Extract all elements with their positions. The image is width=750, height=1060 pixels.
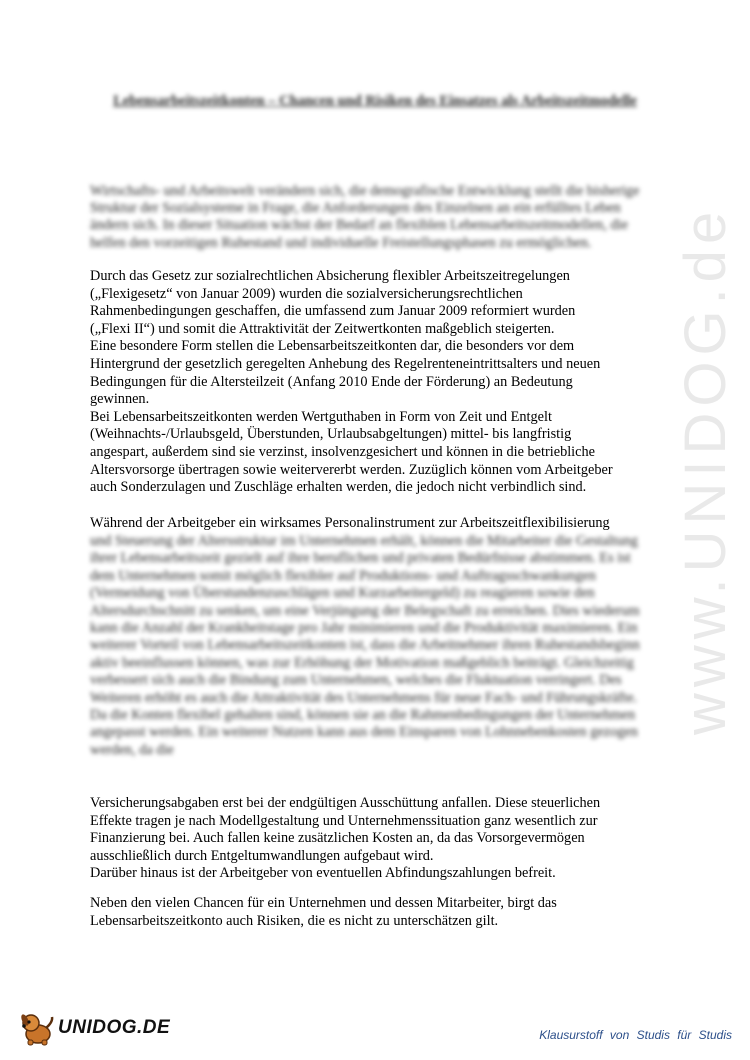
section-2-first-line: Während der Arbeitgeber ein wirksames Personalinstrument zur Arbeitszeitflexibilisierung	[90, 515, 610, 531]
text-line: Lebensarbeitszeitkonto auch Risiken, die es nicht zu unterschätzen gilt.	[90, 912, 499, 929]
text-line: Bedingungen für die Altersteilzeit (Anfang 2010 Ende der Förderung) an Bedeutung	[90, 373, 573, 390]
section-2-blurred: und Steuerung der Altersstruktur im Unternehmen erhält, können die Mitarbeiter die Gestaltung ihrer Lebensarbeitszeit gezielt auf ihre beruflichen und privaten Bedürfnisse abstimmen. Es ist dem Unternehmen somit möglich flexibler auf Produktions- und Auftragsschwankungen (Vermeidung von Überstundenzuschlägen und Kurzarbeitergeld) zu reagieren sowie den Altersdurchschnitt zu senken, um eine Verjüngung der Belegschaft zu erreichen. Dies wiederum kann die Anzahl der Krankheitstage pro Jahr minimieren und die Produktivität maximieren. Ein weiterer Vorteil von Lebensarbeitszeitkonten ist, dass die Arbeitnehmer ihren Ruhestandsbeginn aktiv beeinflussen können, was zur Erhöhung der Motivation maßgeblich beiträgt. Gleichzeitig verbessert sich auch die Bindung zum Unternehmen, welches die Fluktuation verringert. Des Weiteren erhöht es auch die Attraktivität des Unternehmens für neue Fach- und Führungskräfte. Da die Konten flexibel gehalten sind, können sie an die Rahmenbedingungen der Unternehmen angepasst werden. Ein weiterer Nutzen kann aus dem Einsparen von Lohnnebenkosten gezogen werden, da die	[90, 533, 640, 758]
text-line: Rahmenbedingungen geschaffen, die umfassend zum Januar 2009 reformiert wurden	[90, 303, 576, 320]
section-4	[90, 895, 650, 930]
dog-mascot-icon	[18, 1010, 56, 1046]
text-line: Altersvorsorge übertragen sowie weitervererbt werden. Zuzüglich können vom Arbeitgeber	[90, 461, 613, 478]
text-line: Bei Lebensarbeitszeitkonten werden Wertguthaben in Form von Zeit und Entgelt	[90, 408, 552, 425]
text-line: Effekte tragen je nach Modellgestaltung und Unternehmenssituation ganz wesentlich zur	[90, 812, 598, 829]
text-line: Eine besondere Form stellen die Lebensarbeitszeitkonten dar, die besonders vor dem	[90, 338, 575, 355]
text-line: (Weihnachts-/Urlaubsgeld, Überstunden, Urlaubsabgeltungen) mittel- bis langfristig	[90, 426, 572, 443]
text-line: Neben den vielen Chancen für ein Unternehmen und dessen Mitarbeiter, birgt das	[90, 895, 557, 911]
text-line: gewinnen.	[90, 391, 150, 408]
text-line: Durch das Gesetz zur sozialrechtlichen Absicherung flexibler Arbeitszeitregelungen	[90, 268, 570, 284]
intro-paragraph-blurred: Wirtschafts- und Arbeitswelt verändern sich, die demografische Entwicklung stellt die bisherige Struktur der Sozialsysteme in Frage, die Anforderungen des Einzelnen an ein erfülltes Leben ändern sich. In dieser Situation wächst der Bedarf an flexiblen Lebensarbeitszeitmodellen, die helfen den vorzeitigen Ruhestand und individuelle Freistellungsphasen zu ermöglichen.	[90, 183, 640, 251]
footer-tagline: Klausurstoff von Studis für Studis	[539, 1028, 732, 1042]
text-line: Finanzierung bei. Auch fallen keine zusätzlichen Kosten an, da das Vorsorgevermögen	[90, 830, 585, 847]
text-line: Versicherungsabgaben erst bei der endgültigen Ausschüttung anfallen. Diese steuerlichen	[90, 795, 601, 811]
text-line: angespart, außerdem sind sie verzinst, insolvenzgesichert und können in die betriebliche	[90, 443, 595, 460]
text-line: auch Sonderzulagen und Zuschläge erhalten werden, die jedoch nicht verbindlich sind.	[90, 479, 587, 496]
text-line: Hintergrund der gesetzlich geregelten Anhebung des Regelrenteneintrittsalters und neuen	[90, 355, 601, 372]
text-line: („Flexi II“) und somit die Attraktivität der Zeitwertkonten maßgeblich steigerten.	[90, 320, 555, 337]
watermark: www.UNIDOG.de	[673, 205, 738, 735]
footer-logo[interactable]	[18, 1010, 170, 1046]
text-line: („Flexigesetz“ von Januar 2009) wurden die sozialversicherungsrechtlichen	[90, 285, 523, 302]
section-1	[90, 268, 650, 497]
section-3	[90, 795, 650, 883]
text-line: Darüber hinaus ist der Arbeitgeber von eventuellen Abfindungszahlungen befreit.	[90, 865, 556, 882]
document-title: Lebensarbeitszeitkonten – Chancen und Risiken des Einsatzes als Arbeitszeitmodelle	[113, 93, 637, 109]
text-line: ausschließlich durch Entgeltumwandlungen aufgebaut wird.	[90, 847, 434, 864]
logo-text: UNIDOG.DE	[58, 1017, 171, 1038]
